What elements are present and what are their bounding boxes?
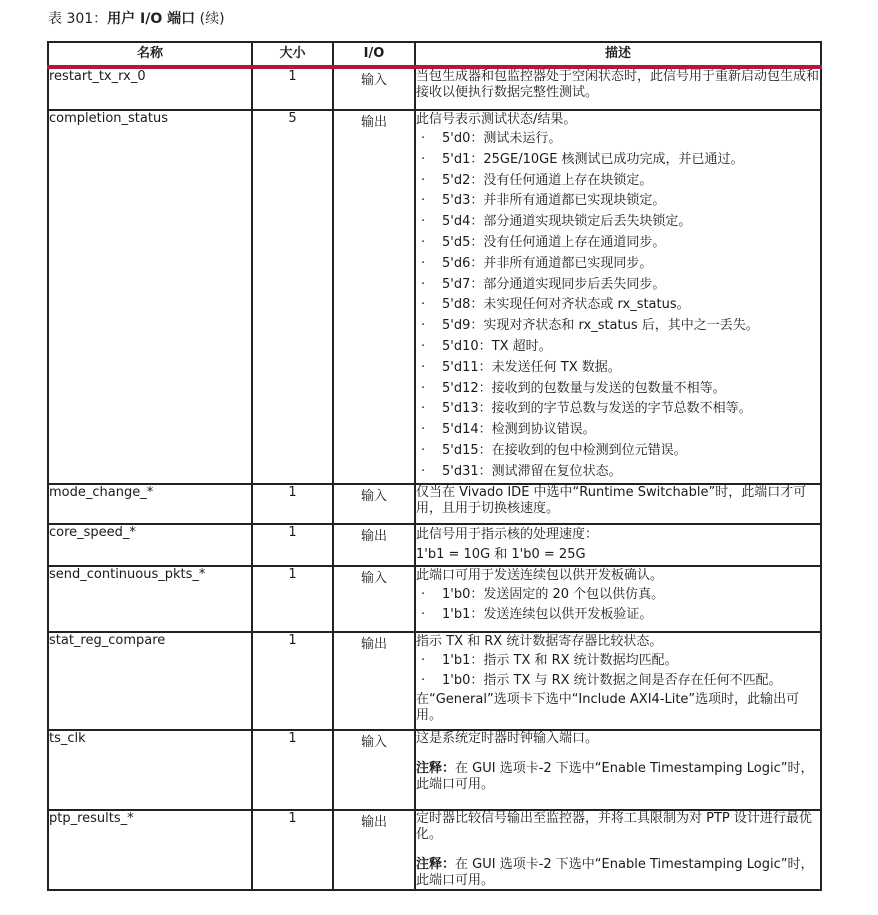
table-header-row: [48, 42, 821, 67]
header-desc: 描述: [415, 42, 821, 67]
port-size: 1: [252, 67, 333, 110]
bullet-icon: ·: [421, 401, 426, 417]
list-item-text: 5'd2：没有任何通道上存在块锁定。: [442, 172, 653, 188]
table-row: [48, 67, 821, 110]
port-direction: 输入: [333, 67, 415, 110]
note-label: 注释：: [416, 856, 456, 872]
port-direction: 输出: [333, 110, 415, 484]
port-size: 1: [252, 524, 333, 566]
user-io-ports-table: [47, 41, 822, 891]
port-direction: 输出: [333, 524, 415, 566]
port-description: [415, 484, 821, 524]
port-description: [415, 632, 821, 730]
table-row: [48, 730, 821, 810]
description-text: 指示 TX 和 RX 统计数据寄存器比较状态。: [416, 633, 663, 649]
list-item: [416, 233, 820, 254]
bullet-icon: ·: [421, 318, 426, 334]
bullet-icon: ·: [421, 359, 426, 375]
port-size: 1: [252, 566, 333, 632]
status-code-list: [416, 129, 820, 483]
port-description: [415, 67, 821, 110]
caption-title: 用户 I/O 端口: [107, 11, 196, 27]
table-row: [48, 566, 821, 632]
option-list: [416, 585, 820, 627]
list-item-text: 5'd3：并非所有通道都已实现块锁定。: [442, 193, 666, 209]
list-item: [416, 171, 820, 192]
list-item-text: 5'd31：测试滞留在复位状态。: [442, 463, 622, 479]
note-text: 在 GUI 选项卡-2 下选中“Enable Timestamping Logic”时，此端口可用。: [416, 856, 814, 888]
bullet-icon: ·: [421, 214, 426, 230]
note: [416, 857, 820, 889]
bullet-icon: ·: [421, 380, 426, 396]
list-item-text: 5'd0：测试未运行。: [442, 131, 562, 146]
port-description: [415, 730, 821, 810]
description-tail: 在“General”选项卡下选中“Include AXI4-Lite”选项时，此输出可用。: [416, 692, 800, 724]
bullet-icon: ·: [421, 338, 426, 354]
header-io: I/O: [333, 42, 415, 67]
list-item-text: 1'b1：指示 TX 和 RX 统计数据均匹配。: [442, 652, 678, 668]
bullet-icon: ·: [421, 234, 426, 250]
description-text: 当包生成器和包监控器处于空闲状态时，此信号用于重新启动包生成和接收以便执行数据完整性测试。: [416, 69, 820, 100]
list-item: [416, 212, 820, 233]
port-name: stat_reg_compare: [48, 632, 252, 730]
table-row: [48, 110, 821, 484]
port-description: [415, 566, 821, 632]
port-description: [415, 810, 821, 890]
port-name: completion_status: [48, 110, 252, 484]
bullet-icon: ·: [421, 422, 426, 438]
note-text: 在 GUI 选项卡-2 下选中“Enable Timestamping Logic”时，此端口可用。: [416, 760, 814, 792]
list-item-text: 5'd8：未实现任何对齐状态或 rx_status。: [442, 297, 690, 313]
bullet-icon: ·: [421, 297, 426, 313]
list-item: [416, 399, 820, 420]
description-text: 这是系统定时器时钟输入端口。: [416, 730, 599, 746]
description-text: 此信号表示测试状态/结果。: [416, 112, 577, 127]
list-item: [416, 651, 820, 672]
description-text: 此端口可用于发送连续包以供开发板确认。: [416, 567, 664, 583]
port-size: 5: [252, 110, 333, 484]
list-item: [416, 129, 820, 150]
option-list: [416, 651, 820, 693]
list-item: [416, 671, 820, 692]
list-item-text: 5'd5：没有任何通道上存在通道同步。: [442, 234, 666, 250]
list-item: [416, 191, 820, 212]
bullet-icon: ·: [421, 172, 426, 188]
description-text: 定时器比较信号输出至监控器，并将工具限制为对 PTP 设计进行最优化。: [416, 810, 812, 842]
bullet-icon: ·: [421, 255, 426, 271]
list-item-text: 1'b1：发送连续包以供开发板验证。: [442, 607, 653, 623]
table-row: [48, 632, 821, 730]
port-direction: 输入: [333, 484, 415, 524]
note: [416, 761, 820, 793]
port-size: 1: [252, 730, 333, 810]
list-item: [416, 295, 820, 316]
list-item: [416, 420, 820, 441]
bullet-icon: ·: [421, 442, 426, 458]
port-size: 1: [252, 632, 333, 730]
header-name: 名称: [48, 42, 252, 67]
list-item-text: 5'd4：部分通道实现块锁定后丢失块锁定。: [442, 214, 692, 230]
port-direction: 输入: [333, 566, 415, 632]
table-row: [48, 524, 821, 566]
description-text-line2: 1'b1 = 10G 和 1'b0 = 25G: [416, 546, 586, 562]
port-name: restart_tx_rx_0: [48, 67, 252, 110]
list-item: [416, 605, 820, 626]
list-item-text: 5'd6：并非所有通道都已实现同步。: [442, 255, 653, 271]
port-direction: 输出: [333, 810, 415, 890]
port-description: [415, 524, 821, 566]
port-direction: 输入: [333, 730, 415, 810]
port-name: core_speed_*: [48, 524, 252, 566]
port-description: [415, 110, 821, 484]
port-name: ts_clk: [48, 730, 252, 810]
list-item-text: 5'd11：未发送任何 TX 数据。: [442, 359, 621, 375]
port-name: mode_change_*: [48, 484, 252, 524]
bullet-icon: ·: [421, 463, 426, 479]
list-item-text: 5'd9：实现对齐状态和 rx_status 后，其中之一丢失。: [442, 318, 759, 334]
bullet-icon: ·: [421, 193, 426, 209]
port-size: 1: [252, 484, 333, 524]
port-direction: 输出: [333, 632, 415, 730]
list-item-text: 5'd1：25GE/10GE 核测试已成功完成，并已通过。: [442, 151, 744, 167]
bullet-icon: ·: [421, 607, 426, 623]
list-item-text: 5'd13：接收到的字节总数与发送的字节总数不相等。: [442, 401, 752, 417]
caption-suffix: (续): [195, 11, 225, 27]
table-row: [48, 484, 821, 524]
port-size: 1: [252, 810, 333, 890]
header-size: 大小: [252, 42, 333, 67]
list-item: [416, 379, 820, 400]
list-item: [416, 462, 820, 483]
bullet-icon: ·: [421, 586, 426, 602]
description-text: 此信号用于指示核的处理速度：: [416, 526, 599, 542]
description-text: 仅当在 Vivado IDE 中选中“Runtime Switchable”时，此端口才可用，且用于切换核速度。: [416, 484, 807, 516]
bullet-icon: ·: [421, 673, 426, 689]
list-item-text: 1'b0：发送固定的 20 个包以供仿真。: [442, 586, 665, 602]
list-item: [416, 585, 820, 606]
list-item: [416, 275, 820, 296]
list-item-text: 1'b0：指示 TX 与 RX 统计数据之间是否存在任何不匹配。: [442, 673, 782, 689]
table-caption: [48, 8, 225, 28]
port-name: send_continuous_pkts_*: [48, 566, 252, 632]
list-item: [416, 337, 820, 358]
list-item-text: 5'd7：部分通道实现同步后丢失同步。: [442, 276, 666, 292]
bullet-icon: ·: [421, 652, 426, 668]
list-item: [416, 150, 820, 171]
note-label: 注释：: [416, 760, 456, 776]
list-item: [416, 441, 820, 462]
list-item-text: 5'd14：检测到协议错误。: [442, 422, 596, 438]
list-item-text: 5'd15：在接收到的包中检测到位元错误。: [442, 442, 687, 458]
table-row: [48, 810, 821, 890]
list-item: [416, 358, 820, 379]
list-item: [416, 254, 820, 275]
port-name: ptp_results_*: [48, 810, 252, 890]
bullet-icon: ·: [421, 151, 426, 167]
list-item-text: 5'd12：接收到的包数量与发送的包数量不相等。: [442, 380, 726, 396]
list-item-text: 5'd10：TX 超时。: [442, 338, 552, 354]
caption-prefix: 表 301：: [48, 11, 108, 27]
bullet-icon: ·: [421, 276, 426, 292]
list-item: [416, 316, 820, 337]
bullet-icon: ·: [421, 131, 426, 146]
